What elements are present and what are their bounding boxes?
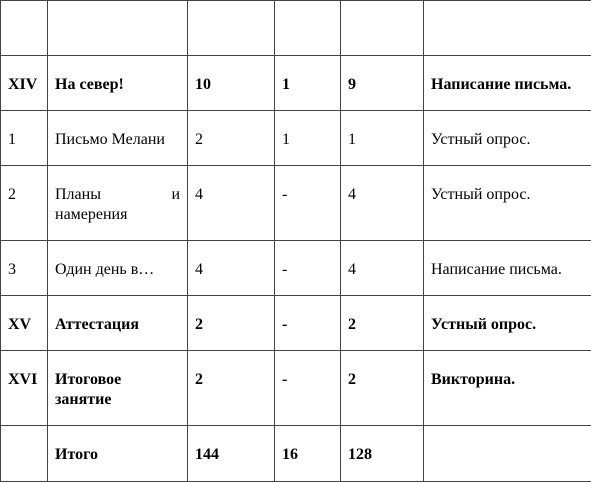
- cell-theory-hours: [275, 1, 341, 56]
- topic-line-1: [55, 185, 180, 205]
- cell-total-hours: 2: [188, 351, 275, 426]
- cell-theory-hours: 1: [275, 56, 341, 111]
- cell-theory-hours: 16: [275, 426, 341, 482]
- table-row: [1, 56, 591, 111]
- table-row: [1, 296, 591, 351]
- cell-practice-hours: 4: [341, 241, 424, 296]
- cell-theory-hours: -: [275, 296, 341, 351]
- cell-total-hours: 4: [188, 241, 275, 296]
- table-row: [1, 1, 591, 56]
- cell-control-form: Написание письма.: [424, 241, 591, 296]
- cell-total-hours: 4: [188, 166, 275, 241]
- cell-control-form: Викторина.: [424, 351, 591, 426]
- cell-theory-hours: -: [275, 241, 341, 296]
- cell-control-form: [424, 1, 591, 56]
- cell-topic: [48, 1, 188, 56]
- cell-theory-hours: 1: [275, 111, 341, 166]
- cell-theory-hours: -: [275, 351, 341, 426]
- cell-num: XVI: [1, 351, 48, 426]
- cell-control-form: Написание письма.: [424, 56, 591, 111]
- cell-control-form: Устный опрос.: [424, 296, 591, 351]
- cell-total-hours: 2: [188, 296, 275, 351]
- cell-control-form: [424, 426, 591, 482]
- cell-topic: Письмо Мелани: [48, 111, 188, 166]
- topic-word: и: [171, 185, 180, 205]
- cell-num: [1, 426, 48, 482]
- cell-total-hours: 2: [188, 111, 275, 166]
- cell-practice-hours: 1: [341, 111, 424, 166]
- cell-num: 1: [1, 111, 48, 166]
- cell-num: 2: [1, 166, 48, 241]
- cell-practice-hours: 2: [341, 296, 424, 351]
- table-row: [1, 426, 591, 482]
- cell-num: [1, 1, 48, 56]
- cell-control-form: Устный опрос.: [424, 111, 591, 166]
- cell-topic: Аттестация: [48, 296, 188, 351]
- table-row: [1, 166, 591, 241]
- cell-topic: [48, 166, 188, 241]
- table-row: [1, 351, 591, 426]
- cell-theory-hours: -: [275, 166, 341, 241]
- cell-practice-hours: [341, 1, 424, 56]
- topic-line-1: Итоговое: [55, 370, 180, 390]
- cell-total-hours: 144: [188, 426, 275, 482]
- cell-control-form: Устный опрос.: [424, 166, 591, 241]
- topic-line-2: занятие: [55, 390, 180, 410]
- cell-num: 3: [1, 241, 48, 296]
- table-row: [1, 241, 591, 296]
- cell-practice-hours: 128: [341, 426, 424, 482]
- table-row: [1, 111, 591, 166]
- cell-topic: [48, 351, 188, 426]
- cell-practice-hours: 2: [341, 351, 424, 426]
- cell-topic: На север!: [48, 56, 188, 111]
- cell-num: XV: [1, 296, 48, 351]
- cell-practice-hours: 9: [341, 56, 424, 111]
- cell-topic: Один день в…: [48, 241, 188, 296]
- cell-total-hours: 10: [188, 56, 275, 111]
- cell-total-hours: [188, 1, 275, 56]
- topic-word: Планы: [55, 185, 101, 205]
- topic-line-2: намерения: [55, 205, 180, 225]
- cell-topic: Итого: [48, 426, 188, 482]
- cell-practice-hours: 4: [341, 166, 424, 241]
- cell-num: XIV: [1, 56, 48, 111]
